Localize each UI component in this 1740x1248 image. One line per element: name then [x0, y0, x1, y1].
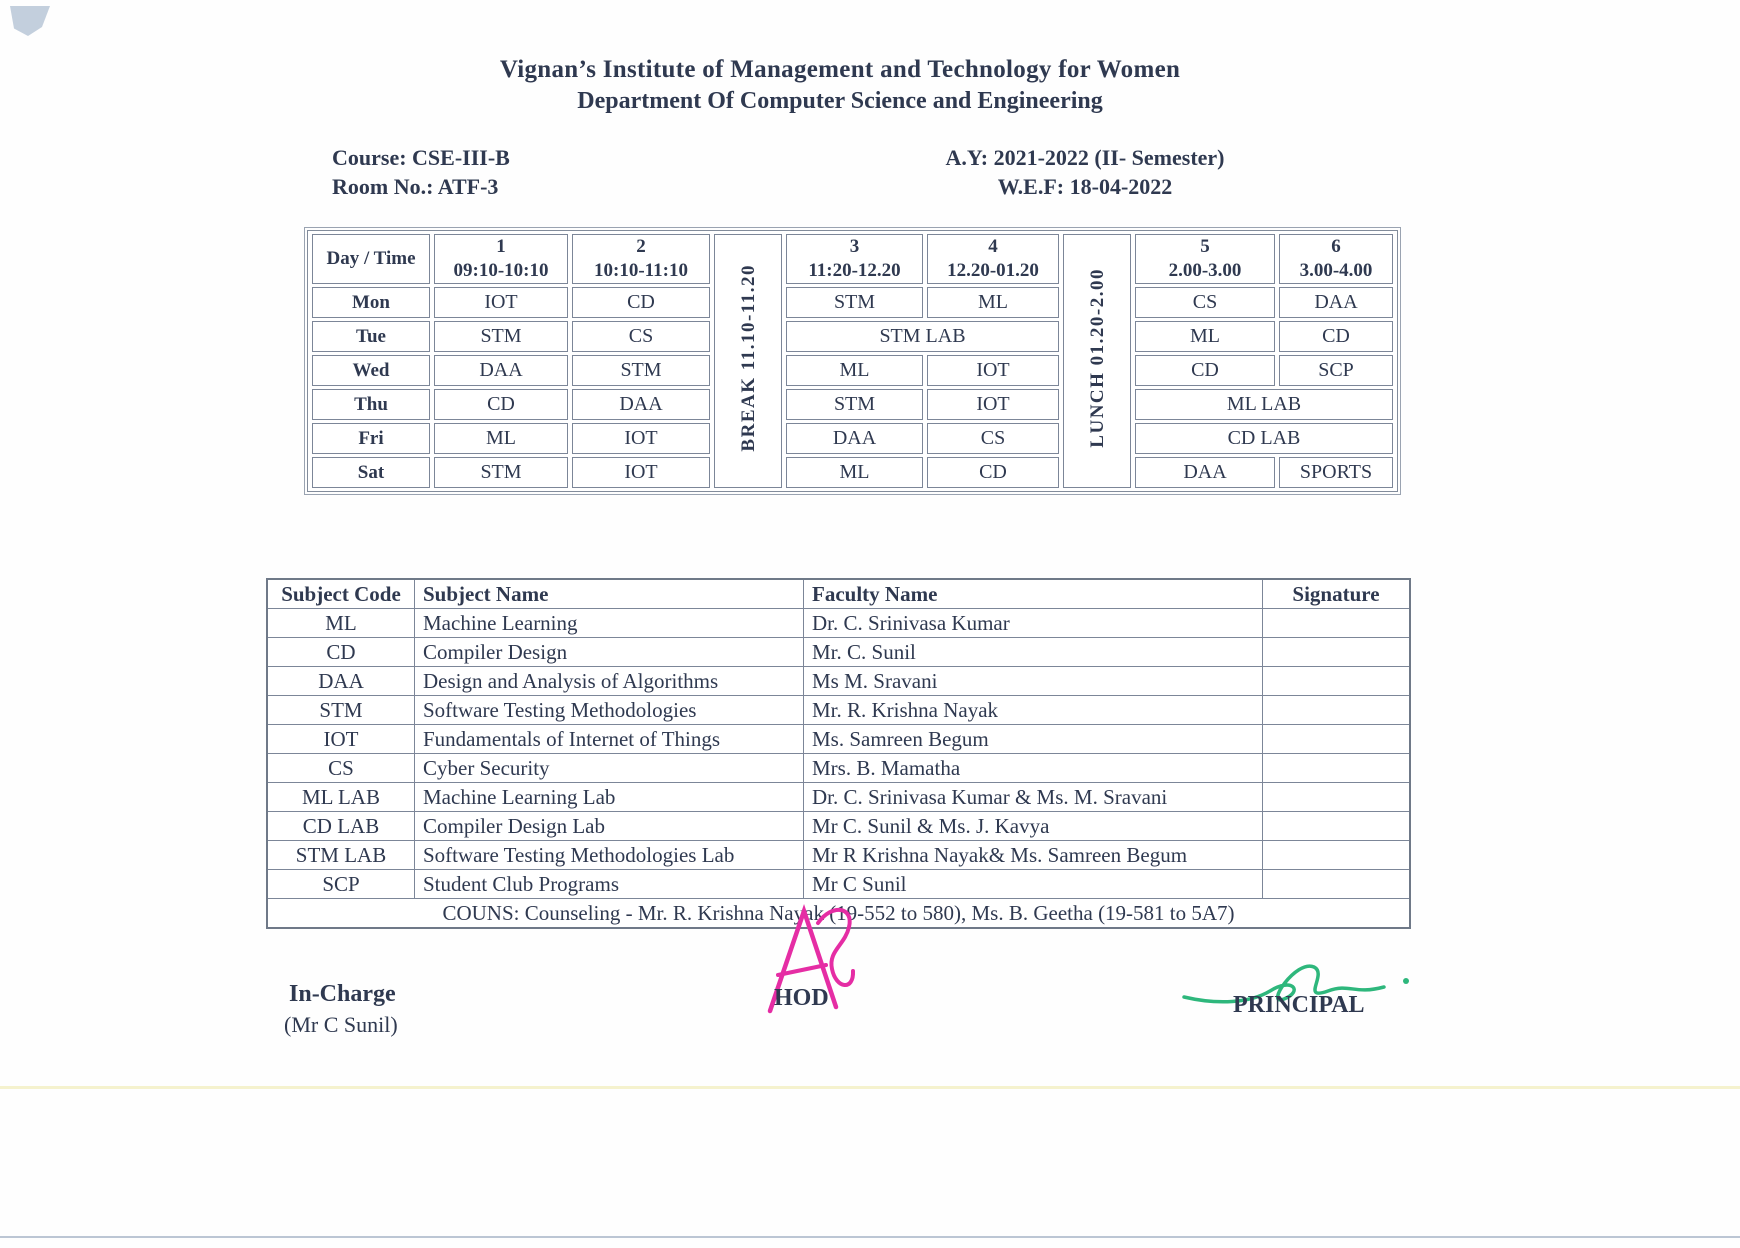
- period-time: 11:20-12.20: [808, 260, 901, 281]
- period-number: 4: [988, 236, 998, 257]
- period-3-header: [786, 234, 923, 284]
- subject-code: STM: [267, 696, 415, 725]
- subjects-table: [266, 578, 1411, 929]
- scan-corner-artifact: [10, 6, 50, 36]
- timetable-row-tue: [312, 321, 1393, 352]
- period-6-header: [1279, 234, 1393, 284]
- timetable-cell: STM: [434, 457, 568, 488]
- faculty-name: Ms M. Sravani: [804, 667, 1263, 696]
- subject-name: Fundamentals of Internet of Things: [415, 725, 804, 754]
- course-label: Course: CSE-III-B: [332, 145, 510, 170]
- faculty-name: Ms. Samreen Begum: [804, 725, 1263, 754]
- timetable-cell: CD: [434, 389, 568, 420]
- faculty-name: Dr. C. Srinivasa Kumar: [804, 609, 1263, 638]
- signature-header: Signature: [1263, 579, 1411, 609]
- faculty-name: Mr C. Sunil & Ms. J. Kavya: [804, 812, 1263, 841]
- period-time: 12.20-01.20: [947, 260, 1039, 281]
- timetable-cell: CD: [1135, 355, 1275, 386]
- document-header: [0, 56, 1680, 115]
- subjects-header-row: [267, 579, 1410, 609]
- timetable-cell: DAA: [786, 423, 923, 454]
- period-number: 1: [496, 236, 506, 257]
- subject-name: Compiler Design Lab: [415, 812, 804, 841]
- subject-name: Compiler Design: [415, 638, 804, 667]
- period-5-header: [1135, 234, 1275, 284]
- faculty-name: Dr. C. Srinivasa Kumar & Ms. M. Sravani: [804, 783, 1263, 812]
- subject-row: [267, 696, 1410, 725]
- subject-name: Student Club Programs: [415, 870, 804, 899]
- timetable-cell: ML: [1135, 321, 1275, 352]
- day-label: Fri: [312, 423, 430, 454]
- subject-row: [267, 725, 1410, 754]
- subject-name: Software Testing Methodologies: [415, 696, 804, 725]
- timetable-cell: STM: [572, 355, 710, 386]
- hod-title: HOD: [774, 985, 829, 1011]
- period-number: 3: [849, 236, 860, 257]
- period-time: 2.00-3.00: [1168, 260, 1242, 281]
- faculty-name: Mrs. B. Mamatha: [804, 754, 1263, 783]
- subject-code: ML LAB: [267, 783, 415, 812]
- timetable-cell: STM: [786, 287, 923, 318]
- period-2-header: [572, 234, 710, 284]
- subject-name: Software Testing Methodologies Lab: [415, 841, 804, 870]
- subject-row: [267, 812, 1410, 841]
- break-label: BREAK 11.10-11.20: [737, 264, 759, 452]
- subject-row: [267, 783, 1410, 812]
- timetable-cell: CS: [1135, 287, 1275, 318]
- day-time-corner: Day / Time: [312, 234, 430, 284]
- day-label: Sat: [312, 457, 430, 488]
- timetable-cell: IOT: [572, 423, 710, 454]
- timetable-cell: DAA: [1135, 457, 1275, 488]
- incharge-title: In-Charge: [289, 981, 396, 1007]
- room-label: Room No.: ATF-3: [332, 174, 499, 199]
- timetable-cell-merged: ML LAB: [1135, 389, 1393, 420]
- faculty-name-header: Faculty Name: [804, 579, 1263, 609]
- timetable-cell: ML: [786, 457, 923, 488]
- timetable-cell: DAA: [1279, 287, 1393, 318]
- timetable-grid: [307, 230, 1398, 492]
- faculty-name: Mr R Krishna Nayak& Ms. Samreen Begum: [804, 841, 1263, 870]
- scan-page-edge: [0, 1236, 1740, 1238]
- period-4-header: [927, 234, 1059, 284]
- timetable-cell: IOT: [434, 287, 568, 318]
- period-number: 2: [636, 236, 646, 257]
- wef-label: W.E.F: 18-04-2022: [997, 174, 1173, 199]
- subject-row: [267, 870, 1410, 899]
- timetable-cell: CD: [572, 287, 710, 318]
- academic-year-label: A.Y: 2021-2022 (II- Semester): [945, 145, 1225, 170]
- timetable-cell-merged: STM LAB: [786, 321, 1059, 352]
- faculty-name: Mr. R. Krishna Nayak: [804, 696, 1263, 725]
- timetable-cell: SPORTS: [1279, 457, 1393, 488]
- timetable-header-row: [312, 234, 1393, 284]
- timetable-cell: ML: [786, 355, 923, 386]
- signature-cell: [1263, 725, 1411, 754]
- signature-cell: [1263, 783, 1411, 812]
- counseling-note: COUNS: Counseling - Mr. R. Krishna Nayak (19-552 to 580), Ms. B. Geetha (19-581 to 5A7): [267, 899, 1410, 929]
- subject-name: Cyber Security: [415, 754, 804, 783]
- timetable-cell: DAA: [434, 355, 568, 386]
- principal-title: PRINCIPAL: [1233, 992, 1365, 1018]
- subject-name-header: Subject Name: [415, 579, 804, 609]
- timetable-row-wed: [312, 355, 1393, 386]
- timetable-cell: ML: [927, 287, 1059, 318]
- signature-cell: [1263, 812, 1411, 841]
- department-title: Department Of Computer Science and Engineering: [577, 88, 1103, 114]
- signature-cell: [1263, 754, 1411, 783]
- signature-cell: [1263, 609, 1411, 638]
- period-time: 3.00-4.00: [1299, 260, 1373, 281]
- timetable-cell: DAA: [572, 389, 710, 420]
- subject-code: DAA: [267, 667, 415, 696]
- subject-code: IOT: [267, 725, 415, 754]
- timetable-cell: CD: [927, 457, 1059, 488]
- subject-code: STM LAB: [267, 841, 415, 870]
- timetable-cell: IOT: [927, 389, 1059, 420]
- period-number: 5: [1200, 236, 1210, 257]
- faculty-name: Mr. C. Sunil: [804, 638, 1263, 667]
- subject-code: ML: [267, 609, 415, 638]
- incharge-name: (Mr C Sunil): [284, 1012, 398, 1037]
- academic-info: [935, 143, 1235, 201]
- subject-row: [267, 841, 1410, 870]
- timetable-cell: STM: [786, 389, 923, 420]
- subject-code: CD LAB: [267, 812, 415, 841]
- lunch-label: LUNCH 01.20-2.00: [1086, 268, 1108, 448]
- subject-row: [267, 754, 1410, 783]
- period-time: 09:10-10:10: [453, 260, 549, 281]
- subject-code: CS: [267, 754, 415, 783]
- timetable-cell: CD: [1279, 321, 1393, 352]
- scan-yellow-line-artifact: [0, 1086, 1740, 1089]
- timetable-cell-merged: CD LAB: [1135, 423, 1393, 454]
- subject-name: Design and Analysis of Algorithms: [415, 667, 804, 696]
- signature-cell: [1263, 841, 1411, 870]
- timetable-row-fri: [312, 423, 1393, 454]
- signature-cell: [1263, 667, 1411, 696]
- period-time: 10:10-11:10: [594, 260, 688, 281]
- course-info: [332, 143, 510, 201]
- subject-code: SCP: [267, 870, 415, 899]
- subject-code-header: Subject Code: [267, 579, 415, 609]
- subject-row: [267, 609, 1410, 638]
- day-label: Thu: [312, 389, 430, 420]
- subject-name: Machine Learning Lab: [415, 783, 804, 812]
- subject-row: [267, 638, 1410, 667]
- signature-cell: [1263, 696, 1411, 725]
- period-number: 6: [1331, 236, 1341, 257]
- timetable-cell: IOT: [927, 355, 1059, 386]
- day-label: Mon: [312, 287, 430, 318]
- timetable-cell: CS: [927, 423, 1059, 454]
- lunch-column: [1063, 234, 1131, 488]
- timetable-cell: IOT: [572, 457, 710, 488]
- timetable-cell: SCP: [1279, 355, 1393, 386]
- signature-cell: [1263, 870, 1411, 899]
- timetable-cell: CS: [572, 321, 710, 352]
- institute-title: Vignan’s Institute of Management and Technology for Women: [499, 56, 1181, 83]
- faculty-name: Mr C Sunil: [804, 870, 1263, 899]
- signature-cell: [1263, 638, 1411, 667]
- timetable-cell: STM: [434, 321, 568, 352]
- timetable-row-thu: [312, 389, 1393, 420]
- period-1-header: [434, 234, 568, 284]
- timetable-row-mon: [312, 287, 1393, 318]
- subject-code: CD: [267, 638, 415, 667]
- day-label: Tue: [312, 321, 430, 352]
- timetable-cell: ML: [434, 423, 568, 454]
- timetable-row-sat: [312, 457, 1393, 488]
- day-label: Wed: [312, 355, 430, 386]
- break-column: [714, 234, 782, 488]
- subject-row: [267, 667, 1410, 696]
- subject-name: Machine Learning: [415, 609, 804, 638]
